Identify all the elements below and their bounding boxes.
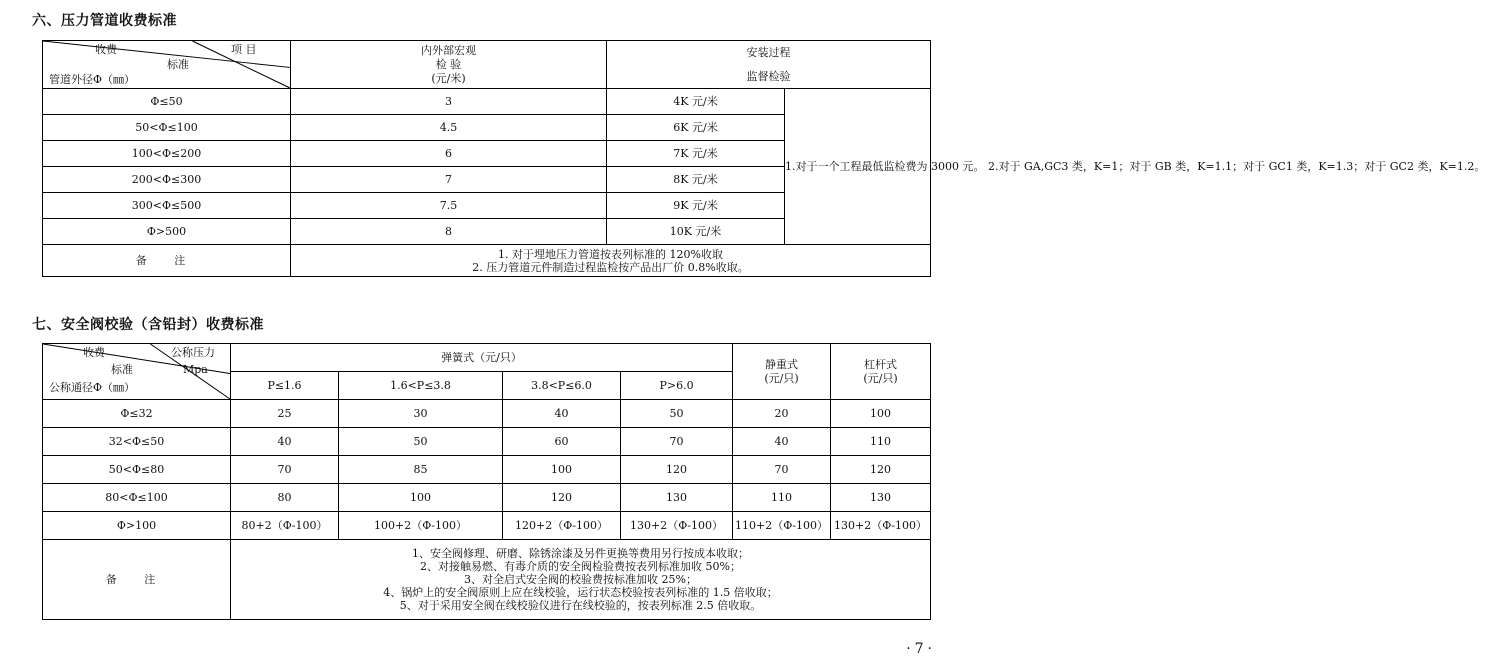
- value-cell: 60: [503, 428, 621, 456]
- diameter-cell: Φ>100: [43, 512, 231, 540]
- lever-header-line2: (元/只): [863, 371, 898, 385]
- remark-line: 5、对于采用安全阀在线校验仪进行在线校验的，按表列标准 2.5 倍收取。: [399, 599, 762, 612]
- value-cell: 100+2（Φ-100）: [339, 512, 503, 540]
- inspection-cell: 7: [291, 167, 607, 193]
- diag-standard-label: 标准: [111, 363, 133, 376]
- diameter-cell: 50<Φ≤100: [43, 115, 291, 141]
- spring-col-header: P>6.0: [621, 372, 733, 400]
- supervision-cell: 8K 元/米: [607, 167, 785, 193]
- remark-line: 2. 压力管道元件制造过程监检按产品出厂价 0.8%收取。: [472, 260, 749, 274]
- value-cell: 110: [831, 428, 931, 456]
- value-cell: 50: [339, 428, 503, 456]
- table-row: [43, 484, 931, 512]
- value-cell: 70: [733, 456, 831, 484]
- value-cell: 130+2（Φ-100）: [621, 512, 733, 540]
- deadweight-header: [733, 344, 831, 400]
- value-cell: 50: [621, 400, 733, 428]
- inspection-header-line3: (元/米): [431, 71, 466, 85]
- diag-diameter-label: 公称通径Φ（㎜）: [49, 381, 136, 394]
- diameter-cell: Φ≤32: [43, 400, 231, 428]
- value-cell: 40: [503, 400, 621, 428]
- diameter-cell: Φ>500: [43, 219, 291, 245]
- remark-label: 备 注: [105, 572, 168, 586]
- valve-header-diagonal-cell: [43, 344, 231, 400]
- value-cell: 70: [231, 456, 339, 484]
- spring-col-header: 1.6<P≤3.8: [339, 372, 503, 400]
- value-cell: 120: [831, 456, 931, 484]
- lever-header: [831, 344, 931, 400]
- value-cell: 120: [621, 456, 733, 484]
- diag-item-label: 项 目: [231, 43, 257, 56]
- diag-standard-label: 标准: [167, 58, 189, 71]
- value-cell: 110+2（Φ-100）: [733, 512, 831, 540]
- value-cell: 25: [231, 400, 339, 428]
- table-row: [43, 400, 931, 428]
- remark-content: [231, 540, 931, 620]
- diameter-cell: 80<Φ≤100: [43, 484, 231, 512]
- value-cell: 100: [339, 484, 503, 512]
- supervision-cell: 9K 元/米: [607, 193, 785, 219]
- value-cell: 130+2（Φ-100）: [831, 512, 931, 540]
- deadweight-header-line2: (元/只): [764, 371, 799, 385]
- page-number: ·7·: [906, 641, 936, 657]
- value-cell: 100: [503, 456, 621, 484]
- value-cell: 85: [339, 456, 503, 484]
- table-row: [43, 456, 931, 484]
- remark-line: 2、对接触易燃、有毒介质的安全阀检验费按表列标准加收 50%；: [420, 560, 741, 573]
- remark-label: 备 注: [135, 253, 198, 267]
- remark-line: 1、安全阀修理、研磨、除锈涂漆及另件更换等费用另行按成本收取；: [412, 547, 750, 560]
- spring-col-header: 3.8<P≤6.0: [503, 372, 621, 400]
- remark-line: 1. 对于埋地压力管道按表列标准的 120%收取: [498, 247, 723, 261]
- supervision-cell: 4K 元/米: [607, 89, 785, 115]
- safety-valve-fee-table: [42, 343, 931, 620]
- inspection-cell: 3: [291, 89, 607, 115]
- value-cell: 80: [231, 484, 339, 512]
- remark-line: 4、锅炉上的安全阀原则上应在线校验，运行状态校验按表列标准的 1.5 倍收取；: [383, 586, 778, 599]
- pipeline-fee-table: [42, 40, 1485, 277]
- section7-title: 七、安全阀校验（含铅封）收费标准: [32, 317, 264, 333]
- pipeline-header-diagonal-cell: [43, 41, 291, 89]
- value-cell: 30: [339, 400, 503, 428]
- value-cell: 80+2（Φ-100）: [231, 512, 339, 540]
- remark-content: [291, 245, 931, 277]
- diameter-cell: 100<Φ≤200: [43, 141, 291, 167]
- inspection-cell: 6: [291, 141, 607, 167]
- inspection-cell: 4.5: [291, 115, 607, 141]
- value-cell: 110: [733, 484, 831, 512]
- diameter-cell: Φ≤50: [43, 89, 291, 115]
- diameter-cell: 32<Φ≤50: [43, 428, 231, 456]
- diag-fee-label: 收费: [95, 43, 117, 56]
- supervision-header-line1: 安装过程: [746, 45, 791, 59]
- spring-group-header: 弹簧式（元/只）: [231, 344, 733, 372]
- deadweight-header-line1: 静重式: [765, 357, 799, 371]
- remark-label-cell: [43, 540, 231, 620]
- diameter-cell: 50<Φ≤80: [43, 456, 231, 484]
- supervision-side-note: 1.对于一个工程最低监检费为 3000 元。 2.对于 GA,GC3 类，K=1；对于 GB 类，K=1.1；对于 GC1 类，K=1.3；对于 GC2 类，K=1.2。: [785, 89, 931, 245]
- table-row: [43, 512, 931, 540]
- value-cell: 40: [733, 428, 831, 456]
- supervision-header: [607, 41, 931, 89]
- supervision-cell: 10K 元/米: [607, 219, 785, 245]
- inspection-header-line1: 内外部宏观: [421, 43, 476, 57]
- value-cell: 70: [621, 428, 733, 456]
- section6-title: 六、压力管道收费标准: [32, 13, 177, 29]
- inspection-cell: 7.5: [291, 193, 607, 219]
- table-row: [43, 428, 931, 456]
- supervision-cell: 6K 元/米: [607, 115, 785, 141]
- value-cell: 40: [231, 428, 339, 456]
- diag-diameter-label: 管道外径Φ（㎜）: [49, 73, 136, 86]
- diag-mpa-label: Mpa: [183, 363, 208, 376]
- lever-header-line1: 杠杆式: [864, 357, 898, 371]
- diag-pressure-label: 公称压力: [171, 346, 215, 359]
- remark-line: 3、对全启式安全阀的校验费按标准加收 25%；: [464, 573, 697, 586]
- spring-col-header: P≤1.6: [231, 372, 339, 400]
- value-cell: 120: [503, 484, 621, 512]
- supervision-cell: 7K 元/米: [607, 141, 785, 167]
- value-cell: 130: [831, 484, 931, 512]
- diag-fee-label: 收费: [83, 346, 105, 359]
- supervision-header-line2: 监督检验: [746, 69, 791, 83]
- inspection-cell: 8: [291, 219, 607, 245]
- value-cell: 120+2（Φ-100）: [503, 512, 621, 540]
- inspection-header-line2: 检 验: [435, 57, 462, 71]
- value-cell: 100: [831, 400, 931, 428]
- table-row: [43, 89, 931, 115]
- value-cell: 20: [733, 400, 831, 428]
- inspection-header: [291, 41, 607, 89]
- diameter-cell: 300<Φ≤500: [43, 193, 291, 219]
- diameter-cell: 200<Φ≤300: [43, 167, 291, 193]
- remark-label-cell: [43, 245, 291, 277]
- value-cell: 130: [621, 484, 733, 512]
